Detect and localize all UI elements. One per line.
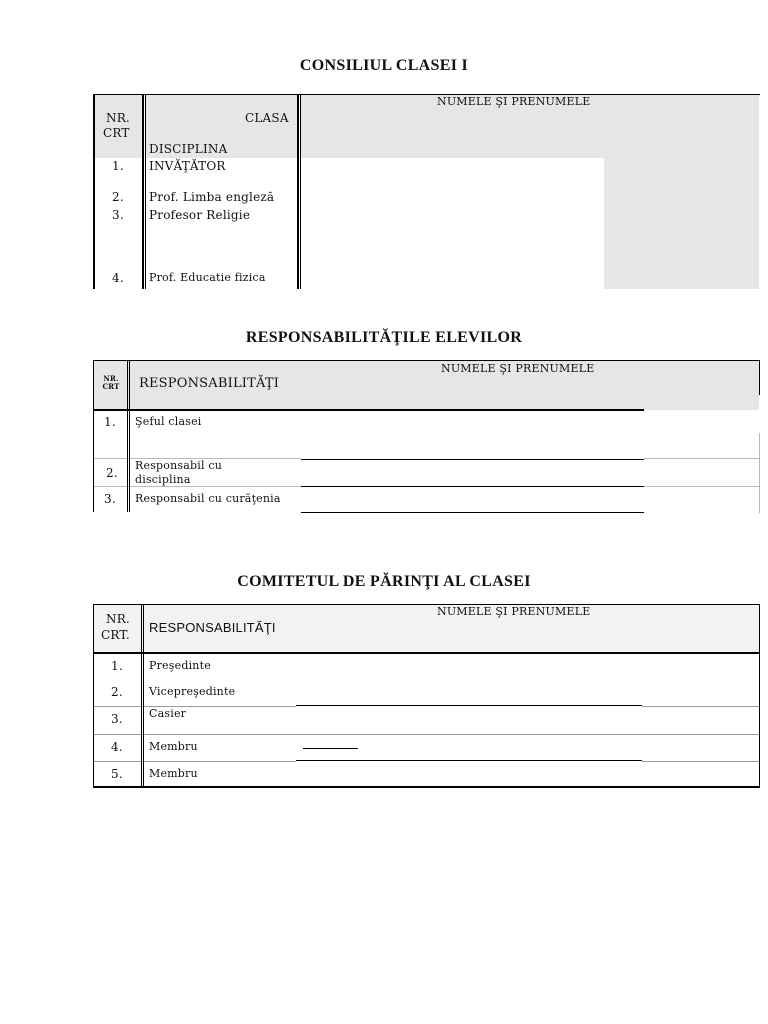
row-nr: 2.	[112, 190, 124, 204]
header-responsabilitati: RESPONSABILITĂŢI	[139, 376, 280, 391]
responsabilitati-elevilor-title: RESPONSABILITĂŢILE ELEVILOR	[245, 329, 523, 346]
header-nr-crt: NR. CRT	[102, 374, 120, 391]
consiliul-title: CONSILIUL CLASEI I	[299, 57, 469, 74]
comitetul-parinti-title: COMITETUL DE PĂRINŢI AL CLASEI	[237, 573, 531, 590]
header-crt: CRT.	[101, 628, 130, 642]
row-nr: 2.	[106, 466, 118, 480]
row-label: Preşedinte	[149, 659, 211, 672]
row-nr: 3.	[104, 492, 116, 506]
row-nr: 3.	[112, 208, 124, 222]
row-nr: 1.	[112, 159, 124, 173]
row-label: Membru	[149, 767, 198, 780]
row-nr: 4.	[112, 271, 124, 285]
header-nume: NUMELE ŞI PRENUMELE	[441, 362, 595, 375]
row-label: Casier	[149, 707, 187, 720]
row-label: Responsabil cu curăţenia	[135, 492, 281, 505]
header-nr: NR.	[106, 612, 130, 626]
row-nr: 4.	[111, 740, 123, 754]
row-nr: 5.	[111, 767, 123, 781]
row-label: INVĂŢĂTOR	[149, 159, 226, 173]
row-label: Responsabil cu disciplina	[135, 459, 223, 486]
header-clasa: CLASA	[245, 111, 289, 125]
row-label: Membru	[149, 740, 198, 753]
row-label: Prof. Limba engleză	[149, 190, 275, 204]
row-nr: 3.	[111, 712, 123, 726]
header-crt: CRT	[103, 126, 130, 140]
row-label: Profesor Religie	[149, 208, 251, 222]
header-nr: NR.	[106, 111, 130, 125]
row-label: Prof. Educatie fizica	[149, 271, 266, 284]
row-label: Şeful clasei	[135, 415, 202, 428]
row-label: Vicepreşedinte	[149, 685, 236, 698]
header-responsabilitati: RESPONSABILITĂŢI	[149, 620, 276, 635]
row-nr: 1.	[104, 415, 116, 429]
side-gray-block	[604, 158, 759, 289]
header-nume: NUMELE ŞI PRENUMELE	[437, 95, 591, 108]
header-nume: NUMELE ŞI PRENUMELE	[437, 605, 591, 618]
row-nr: 1.	[111, 659, 123, 673]
row-nr: 2.	[111, 685, 123, 699]
header-disciplina: DISCIPLINA	[149, 142, 228, 156]
